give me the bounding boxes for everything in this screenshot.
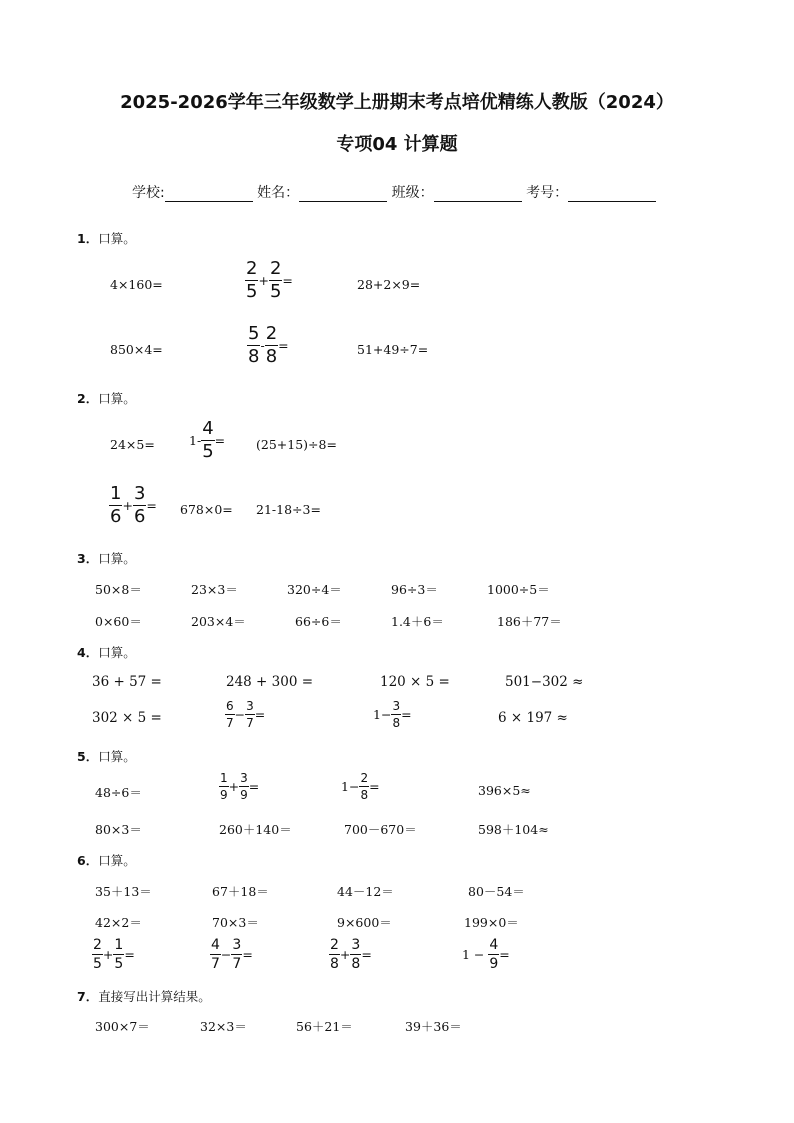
s5-item-f: 260＋140＝	[219, 822, 292, 837]
s3-item: 1000÷5＝	[487, 582, 550, 597]
s6-fraction-item: $\frac{4}{7}$ − $\frac{3}{7}$ =	[211, 937, 253, 972]
s5-item-a: 48÷6＝	[95, 785, 142, 800]
question-text: 直接写出计算结果。	[98, 989, 211, 1004]
s2-item-d: $\frac{1}{6}$ + $\frac{3}{6}$ =	[110, 483, 157, 527]
s3-item: 186＋77＝	[497, 614, 562, 629]
question-text: 口算。	[98, 391, 136, 406]
class-label: 班级：	[391, 185, 434, 201]
s4-item-a: 36 + 57 =	[92, 674, 162, 690]
s1-item-d: 850×4=	[110, 342, 163, 357]
s6-item: 199×0＝	[464, 915, 519, 930]
page-subtitle: 专项04 计算题	[336, 134, 458, 155]
fraction: $\frac{2}{5}$	[269, 258, 282, 302]
s7-item: 56＋21＝	[296, 1019, 353, 1034]
s3-item: 1.4＋6＝	[391, 614, 444, 629]
fraction: $\frac{1}{5}$	[114, 937, 124, 972]
fraction: $\frac{3}{7}$	[232, 937, 242, 972]
s1-item-a: 4×160=	[110, 277, 163, 292]
s1-item-f: 51+49÷7=	[357, 342, 429, 357]
question-text: 口算。	[98, 231, 136, 246]
s5-item-h: 598＋104≈	[478, 822, 549, 837]
question-number: 7．	[77, 989, 99, 1004]
s2-item-b: 1- $\frac{4}{5}$ =	[189, 418, 226, 462]
s2-item-f: 21-18÷3=	[256, 502, 321, 517]
s6-fraction-item: $\frac{2}{5}$ + $\frac{1}{5}$ =	[93, 937, 135, 972]
s2-item-a: 24×5=	[110, 437, 155, 452]
s4-item-f: $\frac{6}{7}$ − $\frac{3}{7}$ =	[226, 699, 266, 730]
question-3-heading	[77, 549, 136, 567]
s4-item-h: 6 × 197 ≈	[498, 710, 568, 726]
fraction: $\frac{5}{8}$	[248, 323, 260, 367]
question-text: 口算。	[98, 853, 136, 868]
s5-item-d: 396×5≈	[478, 783, 531, 798]
question-text: 口算。	[98, 645, 136, 660]
question-4-heading	[77, 643, 136, 661]
class-blank[interactable]	[434, 187, 522, 202]
s3-item: 203×4＝	[191, 614, 246, 629]
fraction: $\frac{1}{9}$	[220, 771, 228, 802]
s4-item-b: 248 + 300 =	[226, 674, 314, 690]
fraction: $\frac{3}{8}$	[392, 699, 401, 730]
name-blank[interactable]	[299, 187, 387, 202]
fraction: $\frac{3}{7}$	[246, 699, 254, 730]
s3-item: 66÷6＝	[295, 614, 342, 629]
fraction: $\frac{6}{7}$	[226, 699, 234, 730]
s1-item-b: $\frac{2}{5}$ + $\frac{2}{5}$ =	[246, 258, 293, 302]
question-2-heading	[77, 389, 136, 407]
question-number: 3．	[77, 551, 99, 566]
question-5-heading	[77, 747, 136, 765]
s4-item-e: 302 × 5 =	[92, 710, 162, 726]
s6-item: 80－54＝	[468, 884, 525, 899]
fraction: $\frac{3}{6}$	[133, 483, 146, 527]
s6-fraction-item: 1 − $\frac{4}{9}$ =	[462, 937, 510, 972]
fraction: $\frac{2}{8}$	[265, 323, 278, 367]
question-6-heading	[77, 851, 136, 869]
s6-item: 67＋18＝	[212, 884, 269, 899]
fraction: $\frac{4}{7}$	[211, 937, 220, 972]
fraction: $\frac{2}{5}$	[93, 937, 102, 972]
s3-item: 0×60＝	[95, 614, 142, 629]
fraction: $\frac{3}{9}$	[240, 771, 248, 802]
name-label: 姓名：	[257, 185, 300, 201]
fraction: $\frac{2}{8}$	[330, 937, 339, 972]
question-1-heading	[77, 229, 136, 247]
exam-no-blank[interactable]	[568, 187, 656, 202]
s1-item-c: 28+2×9=	[357, 277, 421, 292]
s6-item: 35＋13＝	[95, 884, 152, 899]
student-info-line	[132, 182, 656, 202]
fraction: $\frac{4}{5}$	[202, 418, 214, 462]
s3-item: 50×8＝	[95, 582, 142, 597]
page-title: 2025-2026学年三年级数学上册期末考点培优精练人教版（2024）	[120, 92, 674, 113]
s6-item: 9×600＝	[337, 915, 392, 930]
s6-item: 70×3＝	[212, 915, 259, 930]
fraction: $\frac{2}{5}$	[246, 258, 258, 302]
s5-item-g: 700－670＝	[344, 822, 417, 837]
s2-item-e: 678×0=	[180, 502, 233, 517]
fraction: $\frac{4}{9}$	[489, 937, 499, 972]
s2-item-c: (25+15)÷8=	[256, 437, 337, 452]
s3-item: 23×3＝	[191, 582, 238, 597]
question-number: 2．	[77, 391, 99, 406]
s3-item: 320÷4＝	[287, 582, 342, 597]
s4-item-c: 120 × 5 =	[380, 674, 450, 690]
question-7-heading	[77, 987, 211, 1005]
question-text: 口算。	[98, 749, 136, 764]
s5-item-c: 1− $\frac{2}{8}$ =	[341, 771, 380, 802]
s7-item: 39＋36＝	[405, 1019, 462, 1034]
question-text: 口算。	[98, 551, 136, 566]
fraction: $\frac{2}{8}$	[360, 771, 369, 802]
s4-item-g: 1− $\frac{3}{8}$ =	[373, 699, 412, 730]
fraction: $\frac{1}{6}$	[110, 483, 122, 527]
question-number: 5．	[77, 749, 99, 764]
s1-item-e: $\frac{5}{8}$ - $\frac{2}{8}$ =	[248, 323, 289, 367]
question-number: 1．	[77, 231, 99, 246]
s3-item: 96÷3＝	[391, 582, 438, 597]
question-number: 4．	[77, 645, 99, 660]
s6-item: 42×2＝	[95, 915, 142, 930]
s7-item: 32×3＝	[200, 1019, 247, 1034]
fraction: $\frac{3}{8}$	[351, 937, 361, 972]
s7-item: 300×7＝	[95, 1019, 150, 1034]
s5-item-e: 80×3＝	[95, 822, 142, 837]
question-number: 6．	[77, 853, 99, 868]
s4-item-d: 501−302 ≈	[505, 674, 584, 690]
exam-no-label: 考号：	[526, 185, 569, 201]
school-label: 学校:	[132, 185, 165, 201]
s5-item-b: $\frac{1}{9}$ + $\frac{3}{9}$ =	[220, 771, 260, 802]
s6-item: 44－12＝	[337, 884, 394, 899]
school-blank[interactable]	[165, 187, 253, 202]
s6-fraction-item: $\frac{2}{8}$ + $\frac{3}{8}$ =	[330, 937, 372, 972]
